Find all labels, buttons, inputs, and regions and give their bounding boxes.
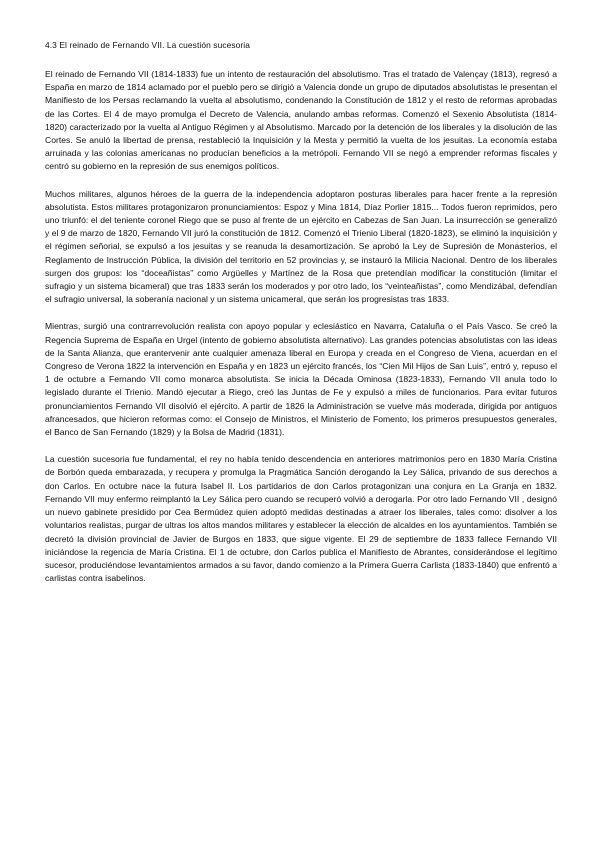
section-heading: 4.3 El reinado de Fernando VII. La cuestión sucesoria [45, 40, 251, 50]
paragraph-succession-question: La cuestión sucesoria fue fundamental, el rey no había tenido descendencia en anteriores matrimonios pero en 1830 María Cristina de Borbón queda embarazada, y recupera y promulga la Pragmática Sanción derogando la Ley Sálica, privando de sus derechos a don Carlos. En octubre nace la futura Isabel II. Los partidarios de don Carlos protagonizan una conjura en La Granja en 1832. Fernando VII muy enfermo reimplantó la Ley Sálica pero cuando se recuperó volvió a derogarla. Por otro lado Fernando VII , designó un nuevo gabinete presidido por Cea Bermúdez quien adoptó medidas destinadas a atraer los liberales, tales como: disolver a los voluntarios realistas, purgar de ultras los altos mandos militares y establecer la elección de alcaldes en los ayuntamientos. También se decretó la división provincial de Javier de Burgos en 1833, que sigue vigente. El 29 de septiembre de 1833 fallece Fernando VII iniciándose la regencia de María Cristina. El 1 de octubre, don Carlos publica el Manifiesto de Abrantes, considerándose el legítimo sucesor, produciéndose levantamientos armados a su favor, dando comienzo a la Primera Guerra Carlista (1833-1840) que enfrentó a carlistas contra isabelinos. [45, 454, 557, 584]
paragraph-liberal-triennium: Muchos militares, algunos héroes de la guerra de la independencia adoptaron posturas liberales para hacer frente a la represión absolutista. Estos militares protagonizaron pronunciamientos: Espoz y Mina 1814, Díaz Porlier 1815... Todos fueron reprimidos, pero uno triunfó: el del teniente coronel Riego que se puso al frente de un ejército en Cabezas de San Juan. La insurrección se generalizó y el 9 de marzo de 1820, Fernando VII juró la constitución de 1812. Comenzó el Trienio Liberal (1820-1823), se eliminó la inquisición y el régimen señorial, se expulsó a los jesuitas y se reanuda la desamortización. Se aprobó la Ley de Supresión de Monasterios, el Reglamento de Instrucción Pública, la división del territorio en 52 provincias y, se instauró la Milicia Nacional. Dentro de los liberales surgen dos grupos: los “doceañistas” como Argüelles y Martínez de la Rosa que pretendían modificar la constitución (limitar el sufragio y un sistema bicameral) que tras 1833 serán los moderados y por otro lado, los “veinteañistas”, como Mendizábal, defendían el sufragio universal, la soberanía nacional y un sistema unicameral, que serán los progresistas tras 1833. [45, 188, 557, 305]
paragraph-restoration: El reinado de Fernando VII (1814-1833) fue un intento de restauración del absolutismo. Tras el tratado de Valençay (1813), regresó a España en marzo de 1814 aclamado por el pueblo pero se dirigió a Valencia donde un grupo de diputados absolutistas le presentan el Manifiesto de los Persas reclamando la vuelta al absolutismo, condenando la Constitución de 1812 y el resto de reformas aprobadas de las Cortes. El 4 de mayo promulga el Decreto de Valencia, anulando ambas reformas. Comenzó el Sexenio Absolutista (1814-1820) caracterizado por la vuelta al Antiguo Régimen y al Absolutismo. Marcado por la detención de los liberales y la disolución de las Cortes. Se anuló la libertad de prensa, restableció la Inquisición y la Mesta y permitió la vuelta de los jesuitas. La economía estaba arruinada y las colonias americanas no producían beneficios a la metrópoli. Fernando VII se negó a emprender reformas fiscales y centró su gobierno en la represión de sus enemigos políticos. [45, 69, 557, 172]
paragraph-ominous-decade: Mientras, surgió una contrarrevolución realista con apoyo popular y eclesiástico en Navarra, Cataluña o el País Vasco. Se creó la Regencia Suprema de España en Urgel (intento de gobierno absolutista alternativo). Las grandes potencias absolutistas con las ideas de la Santa Alianza, que erantervenir ante cualquier amenaza liberal en Europa y creada en el Congreso de Viena, acuerdan en el Congreso de Verona 1822 la intervención en España y en 1823 un ejército francés, los “Cien Mil Hijos de San Luis”, entró y, repuso el 1 de octubre a Fernando VII como monarca absolutista. Se inicia la Década Ominosa (1823-1833), Fernando VII anula todo lo legislado durante el Trienio. Mandó ejecutar a Riego, creó las Juntas de Fe y expulsó a miles de funcionarios. Para evitar futuros pronunciamientos Fernando VII disolvió el ejército. A partir de 1826 la Administración se vuelve más moderada, dirigida por antiguos afrancesados, que hicieron reformas como: el Consejo de Ministros, el Ministerio de Fomento, los primeros presupuestos generales, el Banco de San Fernando (1829) y la Bolsa de Madrid (1831). [45, 321, 557, 438]
document-page [45, 40, 557, 599]
